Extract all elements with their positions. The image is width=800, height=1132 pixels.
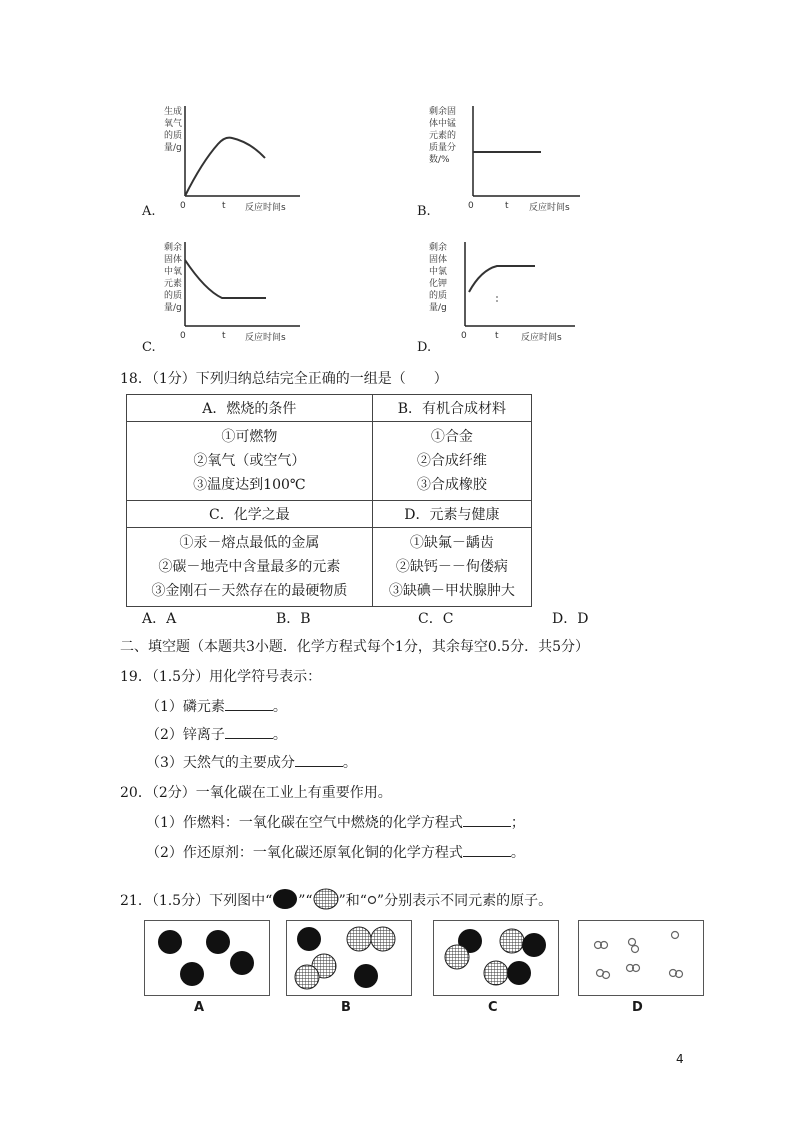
- svg-text:的质: 的质: [164, 131, 183, 141]
- svg-text:量/g: 量/g: [429, 303, 447, 313]
- svg-text:的质: 的质: [429, 291, 448, 301]
- q19-item-3: （3）天然气的主要成分 。: [146, 755, 357, 771]
- svg-text:数/%: 数/%: [429, 155, 450, 165]
- answer-blank: [225, 698, 273, 711]
- q21-label-b: B: [341, 1000, 351, 1015]
- svg-text:质量分: 质量分: [429, 143, 457, 153]
- graph-d: [425, 238, 585, 348]
- q21-box-a: [144, 920, 270, 996]
- black-atom: [354, 964, 378, 988]
- black-atom: [522, 933, 546, 957]
- hatched-atom: [445, 945, 469, 969]
- svg-text:量/g: 量/g: [164, 143, 182, 153]
- svg-text:生成: 生成: [164, 107, 183, 117]
- graph-a-origin: 0: [180, 201, 186, 211]
- svg-text:元素的: 元素的: [429, 131, 457, 141]
- black-atom: [158, 930, 182, 954]
- svg-text:氧气: 氧气: [164, 119, 183, 129]
- section-2-heading: 二、填空题（本题共3小题．化学方程式每个1分，其余每空0.5分．共5分）: [120, 639, 589, 655]
- graph-c-label: C.: [142, 340, 156, 355]
- graph-d-origin: 0: [461, 331, 467, 341]
- q20-item-1: （1）作燃料：一氧化碳在空气中燃烧的化学方程式 ；: [146, 815, 525, 831]
- q18-b-head: B．有机合成材料: [372, 395, 531, 422]
- page-number: 4: [676, 1052, 684, 1066]
- q21-stem: 21．（1.5分）下列图中“ ”“ ”和“ ”分别表示不同元素的原子。: [120, 888, 552, 910]
- hatched-atom: [347, 927, 371, 951]
- graph-b-tick: t: [505, 201, 509, 211]
- q18-option-a: A．A: [142, 611, 177, 627]
- black-atom: [206, 930, 230, 954]
- svg-text:的质: 的质: [164, 291, 183, 301]
- small-atom: [672, 932, 679, 939]
- small-atom: [632, 946, 639, 953]
- graph-a-label: A.: [142, 204, 156, 219]
- graph-c-curve: [185, 260, 266, 298]
- q18-option-c: C．C: [418, 611, 454, 627]
- svg-text:量/g: 量/g: [164, 303, 182, 313]
- q18-option-d: D．D: [552, 611, 589, 627]
- graph-d-xlabel: 反应时间s: [521, 333, 562, 343]
- black-atom: [230, 951, 254, 975]
- graph-c-ylabel: [164, 241, 182, 313]
- graph-b-label: B.: [417, 204, 431, 219]
- graph-b-origin: 0: [468, 201, 474, 211]
- graph-c: [160, 238, 310, 348]
- svg-text:固体: 固体: [429, 255, 448, 265]
- small-atom: [629, 939, 636, 946]
- svg-text:剩余: 剩余: [164, 243, 183, 253]
- answer-blank: [295, 754, 343, 767]
- q19-item-2: （2）锌离子 。: [146, 727, 287, 743]
- graph-a-ylabel: [164, 105, 182, 153]
- graph-c-xlabel: 反应时间s: [245, 333, 286, 343]
- black-atom: [507, 961, 531, 985]
- answer-blank: [225, 726, 273, 739]
- q21-box-c: [433, 920, 559, 996]
- q19-item-1: （1）磷元素 。: [146, 699, 287, 715]
- q20-item-2: （2）作还原剂：一氧化碳还原氧化铜的化学方程式 。: [146, 845, 525, 861]
- q18-c-head: C．化学之最: [127, 501, 373, 528]
- hatched-atom: [500, 929, 524, 953]
- graph-a-xlabel: 反应时间s: [245, 203, 286, 213]
- svg-text:剩余: 剩余: [429, 243, 448, 253]
- svg-text:剩余固: 剩余固: [429, 107, 457, 117]
- black-atom: [297, 927, 321, 951]
- q20-stem: 20．（2分）一氧化碳在工业上有重要作用。: [120, 785, 392, 801]
- graph-b: [425, 100, 585, 220]
- graph-a-tick: t: [222, 201, 226, 211]
- graph-d-curve: [469, 266, 535, 292]
- graph-b-ylabel: [429, 105, 456, 165]
- q18-b-items: ①合金 ②合成纤维 ③合成橡胶: [372, 422, 531, 501]
- q18-stem: 18．（1分）下列归纳总结完全正确的一组是（ ）: [120, 371, 448, 387]
- svg-text:固体: 固体: [164, 255, 183, 265]
- answer-blank: [463, 844, 511, 857]
- svg-text:中氯: 中氯: [429, 267, 448, 277]
- graph-c-origin: 0: [180, 331, 186, 341]
- q18-option-b: B．B: [276, 611, 311, 627]
- graph-b-xlabel: 反应时间s: [529, 203, 570, 213]
- q21-label-a: A: [194, 1000, 205, 1015]
- q18-a-items: ①可燃物 ②氧气（或空气） ③温度达到100℃: [127, 422, 373, 501]
- q21-box-d: [578, 920, 704, 996]
- hatched-atom-icon: [313, 888, 339, 910]
- q18-c-items: ①汞－熔点最低的金属 ②碳－地壳中含量最多的元素 ③金刚石－天然存在的最硬物质: [127, 528, 373, 607]
- q21-label-c: C: [488, 1000, 498, 1015]
- graph-d-label: D.: [417, 340, 432, 355]
- q19-stem: 19．（1.5分）用化学符号表示：: [120, 669, 322, 685]
- svg-text:体中锰: 体中锰: [429, 119, 457, 129]
- q21-label-d: D: [632, 1000, 643, 1015]
- svg-text:化钾: 化钾: [429, 279, 448, 289]
- small-circle-icon: [367, 895, 377, 905]
- answer-blank: [463, 814, 511, 827]
- hatched-atom: [295, 965, 319, 989]
- q18-table: [126, 394, 532, 607]
- q18-d-items: ①缺氟－龋齿 ②缺钙－－佝偻病 ③缺碘－甲状腺肿大: [372, 528, 531, 607]
- graph-a: [160, 100, 310, 220]
- graph-a-curve: [185, 138, 265, 196]
- q18-a-head: A．燃烧的条件: [127, 395, 373, 422]
- svg-text:中氧: 中氧: [164, 267, 183, 277]
- graph-c-tick: t: [222, 331, 226, 341]
- hatched-atom: [484, 961, 508, 985]
- graph-d-tick: t: [495, 331, 499, 341]
- svg-text:元素: 元素: [164, 279, 183, 289]
- graph-d-ylabel: [429, 241, 447, 313]
- hatched-atom: [371, 927, 395, 951]
- q18-d-head: D．元素与健康: [372, 501, 531, 528]
- q21-box-b: [286, 920, 412, 996]
- black-atom-icon: [272, 888, 298, 910]
- black-atom: [180, 962, 204, 986]
